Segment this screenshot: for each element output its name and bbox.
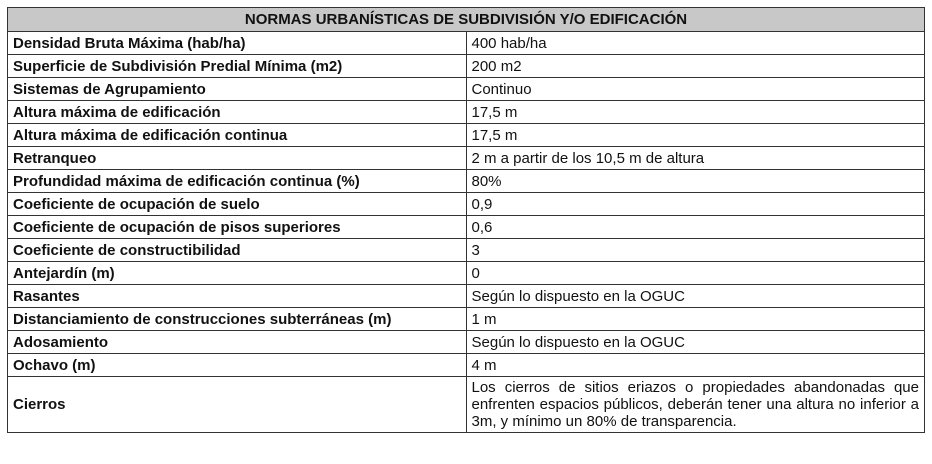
param-value: 1 m — [466, 308, 925, 331]
param-label: Sistemas de Agrupamiento — [8, 78, 467, 101]
table-row — [8, 308, 925, 331]
table-row — [8, 331, 925, 354]
param-value: 0,6 — [466, 216, 925, 239]
param-label: Altura máxima de edificación — [8, 101, 467, 124]
param-value: Según lo dispuesto en la OGUC — [466, 285, 925, 308]
table-row — [8, 32, 925, 55]
table-row — [8, 285, 925, 308]
norms-table-container — [7, 7, 925, 433]
param-label: Superficie de Subdivisión Predial Mínima (m2) — [8, 55, 467, 78]
param-value: 17,5 m — [466, 124, 925, 147]
param-value: 0,9 — [466, 193, 925, 216]
param-label: Altura máxima de edificación continua — [8, 124, 467, 147]
table-header-row — [8, 8, 925, 32]
param-value: 4 m — [466, 354, 925, 377]
table-row — [8, 55, 925, 78]
param-label: Adosamiento — [8, 331, 467, 354]
param-value: 0 — [466, 262, 925, 285]
table-row — [8, 147, 925, 170]
table-row — [8, 101, 925, 124]
param-label: Rasantes — [8, 285, 467, 308]
param-label: Densidad Bruta Máxima (hab/ha) — [8, 32, 467, 55]
param-value: 17,5 m — [466, 101, 925, 124]
param-label: Coeficiente de constructibilidad — [8, 239, 467, 262]
param-label: Coeficiente de ocupación de suelo — [8, 193, 467, 216]
param-value: 2 m a partir de los 10,5 m de altura — [466, 147, 925, 170]
param-label: Coeficiente de ocupación de pisos superiores — [8, 216, 467, 239]
param-value: 3 — [466, 239, 925, 262]
table-row — [8, 377, 925, 433]
param-label: Cierros — [8, 377, 467, 433]
param-label: Profundidad máxima de edificación continua (%) — [8, 170, 467, 193]
table-row — [8, 193, 925, 216]
table-title: NORMAS URBANÍSTICAS DE SUBDIVISIÓN Y/O EDIFICACIÓN — [8, 8, 925, 32]
table-row — [8, 216, 925, 239]
urban-norms-table — [7, 7, 925, 433]
param-label: Antejardín (m) — [8, 262, 467, 285]
table-row — [8, 239, 925, 262]
param-value: Continuo — [466, 78, 925, 101]
param-label: Ochavo (m) — [8, 354, 467, 377]
param-value: 200 m2 — [466, 55, 925, 78]
table-row — [8, 78, 925, 101]
table-row — [8, 124, 925, 147]
table-row — [8, 354, 925, 377]
param-value: 80% — [466, 170, 925, 193]
table-row — [8, 262, 925, 285]
param-label: Retranqueo — [8, 147, 467, 170]
param-value: 400 hab/ha — [466, 32, 925, 55]
param-label: Distanciamiento de construcciones subterráneas (m) — [8, 308, 467, 331]
param-value: Según lo dispuesto en la OGUC — [466, 331, 925, 354]
param-value: Los cierros de sitios eriazos o propiedades abandonadas que enfrenten espacios públicos, deberán tener una altura no inferior a 3m, y mínimo un 80% de transparencia. — [466, 377, 925, 433]
table-row — [8, 170, 925, 193]
